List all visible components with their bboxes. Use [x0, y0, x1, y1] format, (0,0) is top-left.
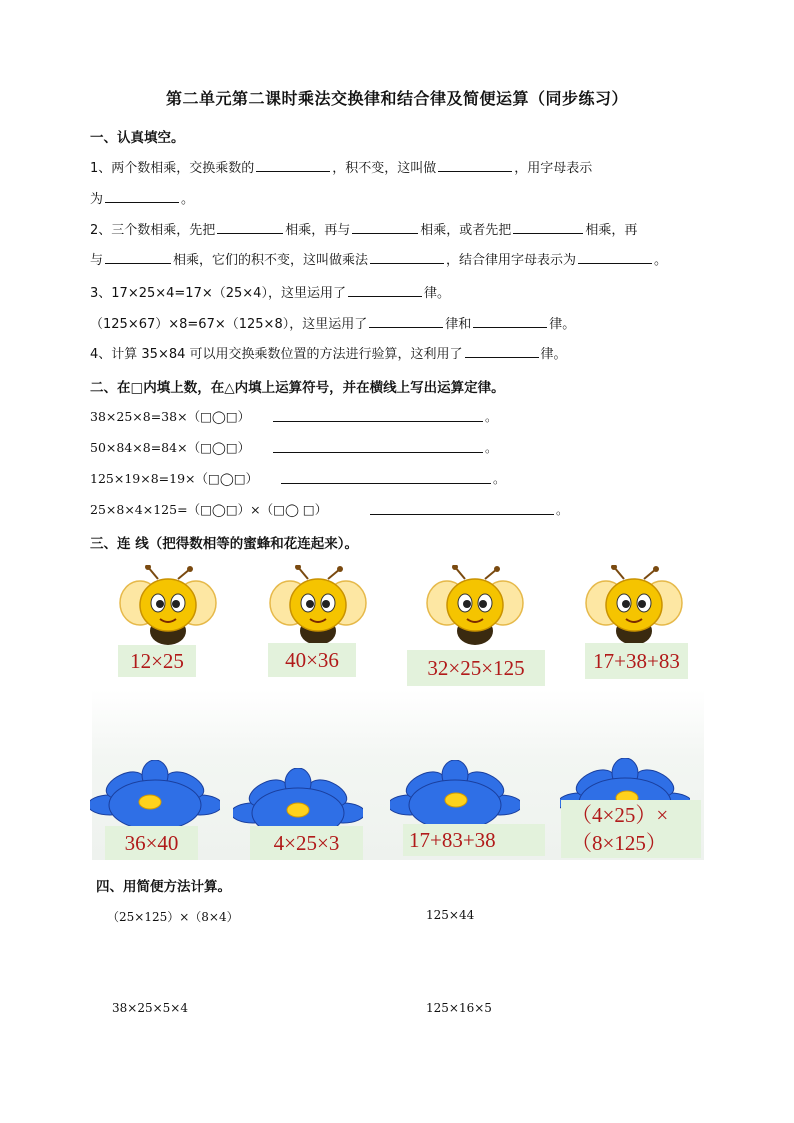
- blank[interactable]: [352, 219, 418, 234]
- bee-label[interactable]: 40×36: [268, 643, 356, 677]
- blank[interactable]: [473, 313, 547, 328]
- flower-label[interactable]: （4×25）× （8×125）: [561, 800, 701, 858]
- flower-label[interactable]: 36×40: [105, 826, 198, 860]
- fill-row: 38×25×8=38×（□◯□） 。: [90, 409, 498, 424]
- question-1-line1: 1、两个数相乘，交换乘数的 ，积不变，这叫做 ，用字母表示: [90, 157, 592, 176]
- fill-row: 50×84×8=84×（□◯□） 。: [90, 440, 498, 455]
- blank[interactable]: [105, 188, 179, 203]
- answer-line[interactable]: [370, 500, 554, 515]
- answer-line[interactable]: [281, 469, 491, 484]
- question-1-line2: 为 。: [90, 188, 194, 207]
- blank[interactable]: [256, 157, 330, 172]
- answer-line[interactable]: [273, 407, 483, 422]
- section4-heading: 四、用简便方法计算。: [96, 879, 231, 895]
- flower-label[interactable]: 17+83+38: [403, 824, 545, 856]
- blank[interactable]: [370, 249, 444, 264]
- bee-icon: [425, 565, 525, 645]
- blank[interactable]: [513, 219, 583, 234]
- calc-problem: 38×25×5×4: [112, 1001, 188, 1015]
- bee-icon: [584, 565, 684, 645]
- section2-heading: 二、在□内填上数，在△内填上运算符号，并在横线上写出运算定律。: [90, 380, 505, 396]
- section3-heading: 三、连 线（把得数相等的蜜蜂和花连起来）。: [90, 536, 358, 552]
- question-3-line1: 3、17×25×4=17×（25×4），这里运用了 律。: [90, 282, 450, 301]
- blank[interactable]: [578, 249, 652, 264]
- bee-icon: [118, 565, 218, 645]
- flower-label[interactable]: 4×25×3: [250, 826, 363, 860]
- blank[interactable]: [105, 249, 171, 264]
- question-4: 4、计算 35×84 可以用交换乘数位置的方法进行验算，这利用了 律。: [90, 343, 567, 362]
- bee-label[interactable]: 32×25×125: [407, 650, 545, 686]
- bee-icon: [268, 565, 368, 645]
- blank[interactable]: [438, 157, 512, 172]
- calc-problem: （25×125）×（8×4）: [107, 910, 239, 924]
- question-2-line2: 与 相乘，它们的积不变，这叫做乘法 ，结合律用字母表示为 。: [90, 249, 667, 268]
- blank[interactable]: [369, 313, 443, 328]
- question-2-line1: 2、三个数相乘，先把 相乘，再与 相乘，或者先把 相乘，再: [90, 219, 637, 238]
- blank[interactable]: [217, 219, 283, 234]
- bee-label[interactable]: 17+38+83: [585, 643, 688, 679]
- section1-heading: 一、认真填空。: [90, 130, 185, 146]
- fill-row: 25×8×4×125=（□◯□）×（□◯ □） 。: [90, 502, 569, 517]
- calc-problem: 125×44: [426, 908, 475, 922]
- fill-row: 125×19×8=19×（□◯□） 。: [90, 471, 506, 486]
- question-3-line2: （125×67）×8=67×（125×8），这里运用了 律和 律。: [90, 313, 575, 332]
- bee-label[interactable]: 12×25: [118, 645, 196, 677]
- blank[interactable]: [348, 282, 422, 297]
- calc-problem: 125×16×5: [426, 1001, 492, 1015]
- page-title: 第二单元第二课时乘法交换律和结合律及简便运算（同步练习）: [165, 89, 628, 108]
- blank[interactable]: [465, 343, 539, 358]
- answer-line[interactable]: [273, 438, 483, 453]
